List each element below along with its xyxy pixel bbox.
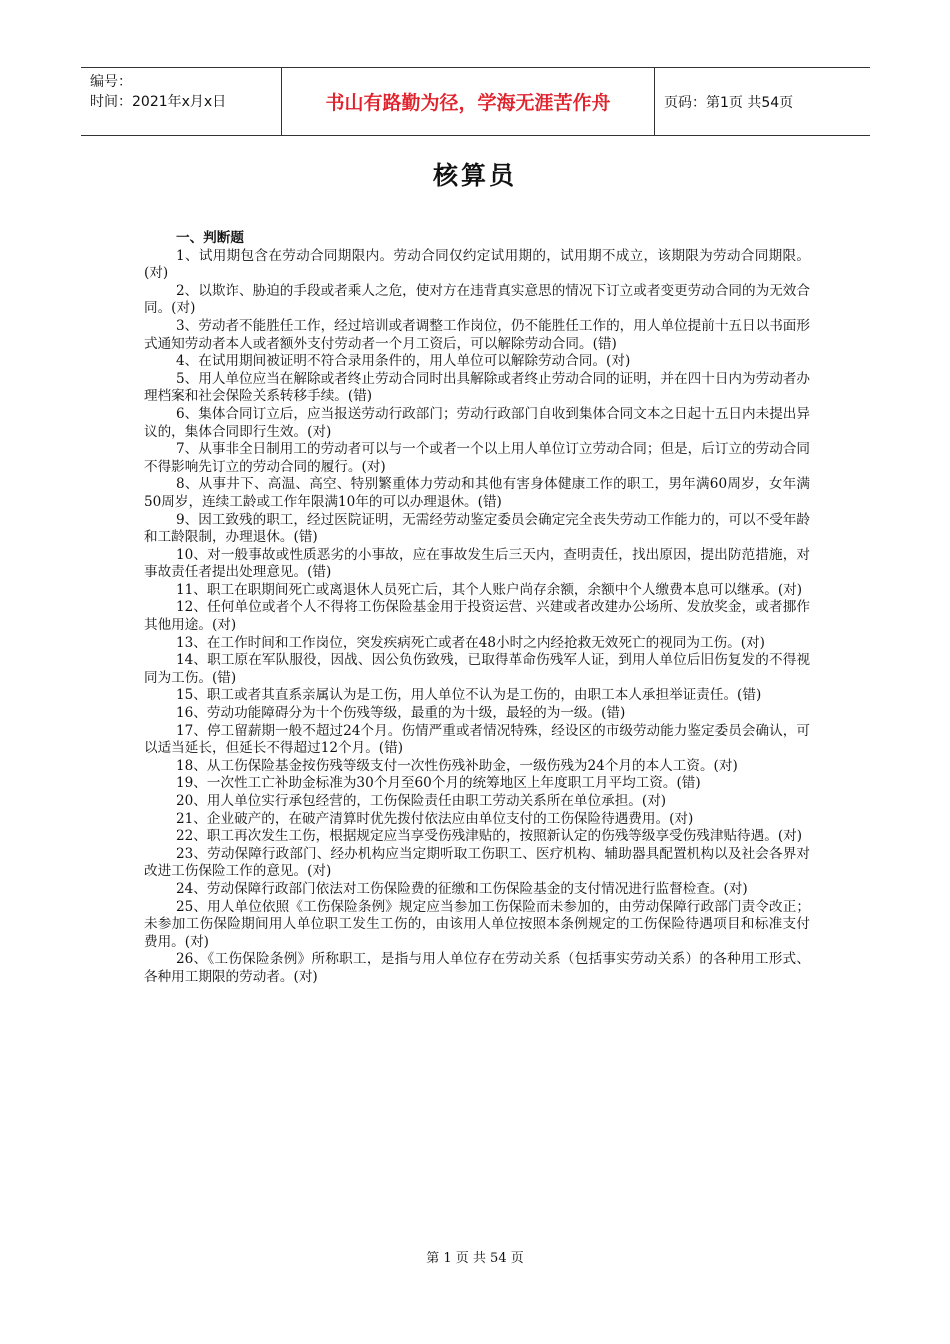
- question-item: 5、用人单位应当在解除或者终止劳动合同时出具解除或者终止劳动合同的证明，并在四十日内为劳动者办理档案和社会保险关系转移手续。(错): [144, 370, 810, 405]
- question-item: 25、用人单位依照《工伤保险条例》规定应当参加工伤保险而未参加的，由劳动保障行政部门责令改正；未参加工伤保险期间用人单位职工发生工伤的，由该用人单位按照本条例规定的工伤保险待遇项目和标准支付费用。(对): [144, 898, 810, 950]
- question-item: 3、劳动者不能胜任工作，经过培训或者调整工作岗位，仍不能胜任工作的，用人单位提前十五日以书面形式通知劳动者本人或者额外支付劳动者一个月工资后，可以解除劳动合同。(错): [144, 317, 810, 352]
- question-item: 2、以欺诈、胁迫的手段或者乘人之危，使对方在违背真实意思的情况下订立或者变更劳动合同的为无效合同。(对): [144, 282, 810, 317]
- question-item: 17、停工留薪期一般不超过24个月。伤情严重或者情况特殊，经设区的市级劳动能力鉴定委员会确认，可以适当延长，但延长不得超过12个月。(错): [144, 722, 810, 757]
- question-item: 16、劳动功能障碍分为十个伤残等级，最重的为十级，最轻的为一级。(错): [176, 705, 626, 722]
- question-item: 10、对一般事故或性质恶劣的小事故，应在事故发生后三天内，查明责任，找出原因，提出防范措施，对事故责任者提出处理意见。(错): [144, 546, 810, 581]
- question-item: 12、任何单位或者个人不得将工伤保险基金用于投资运营、兴建或者改建办公场所、发放奖金，或者挪作其他用途。(对): [144, 599, 810, 634]
- document-title: 核算员: [432, 161, 517, 190]
- header-motto: 书山有路勤为径，学海无涯苦作舟: [281, 68, 655, 135]
- question-item: 4、在试用期间被证明不符合录用条件的，用人单位可以解除劳动合同。(对): [176, 353, 631, 370]
- question-item: 9、因工致残的职工，经过医院证明，无需经劳动鉴定委员会确定完全丧失劳动工作能力的，可以不受年龄和工龄限制，办理退休。(错): [144, 511, 810, 546]
- question-item: 19、一次性工亡补助金标准为30个月至60个月的统筹地区上年度职工月平均工资。(错): [176, 775, 701, 792]
- question-item: 18、从工伤保险基金按伤残等级支付一次性伤残补助金，一级伤残为24个月的本人工资。(对): [176, 757, 738, 774]
- header-page-info: 页码：第1页 共54页: [664, 94, 794, 111]
- page-header: [81, 67, 870, 136]
- header-meta: [81, 68, 281, 135]
- question-item: 7、从事非全日制用工的劳动者可以与一个或者一个以上用人单位订立劳动合同；但是，后订立的劳动合同不得影响先订立的劳动合同的履行。(对): [144, 441, 810, 475]
- question-item: 8、从事井下、高温、高空、特别繁重体力劳动和其他有害身体健康工作的职工，男年满60周岁，女年满50周岁，连续工龄或工作年限满10年的可以办理退休。(错): [144, 476, 810, 510]
- document-number-label: 编号：: [90, 74, 132, 90]
- document-time-label: 时间：2021年x月x日: [90, 94, 227, 110]
- question-item: 13、在工作时间和工作岗位，突发疾病死亡或者在48小时之内经抢救无效死亡的视同为工伤。(对): [176, 634, 765, 651]
- question-list: [144, 248, 810, 987]
- section-heading: 一、判断题: [176, 230, 244, 246]
- question-item: 6、集体合同订立后，应当报送劳动行政部门；劳动行政部门自收到集体合同文本之日起十五日内未提出异议的，集体合同即行生效。(对): [144, 405, 810, 440]
- question-item: 14、职工原在军队服役，因战、因公负伤致残，已取得革命伤残军人证，到用人单位后旧伤复发的不得视同为工伤。(错): [144, 652, 810, 686]
- question-item: 1、试用期包含在劳动合同期限内。劳动合同仅约定试用期的，试用期不成立，该期限为劳动合同期限。(对): [144, 247, 810, 282]
- question-item: 26、《工伤保险条例》所称职工，是指与用人单位存在劳动关系（包括事实劳动关系）的各种用工形式、各种用工期限的劳动者。(对): [144, 951, 810, 985]
- page-footer: 第 1 页 共 54 页: [426, 1251, 524, 1266]
- document-body: [144, 230, 810, 987]
- question-item: 11、职工在职期间死亡或离退休人员死亡后，其个人账户尚存余额，余额中个人缴费本息可以继承。(对): [176, 581, 803, 598]
- question-item: 21、企业破产的，在破产清算时优先拨付依法应由单位支付的工伤保险待遇费用。(对): [176, 810, 694, 827]
- question-item: 22、职工再次发生工伤，根据规定应当享受伤残津贴的，按照新认定的伤残等级享受伤残津贴待遇。(对): [176, 828, 803, 845]
- question-item: 24、劳动保障行政部门依法对工伤保险费的征缴和工伤保险基金的支付情况进行监督检查。(对): [176, 880, 748, 897]
- question-item: 15、职工或者其直系亲属认为是工伤，用人单位不认为是工伤的，由职工本人承担举证责任。(错): [176, 687, 762, 704]
- question-item: 20、用人单位实行承包经营的，工伤保险责任由职工劳动关系所在单位承担。(对): [176, 793, 667, 809]
- question-item: 23、劳动保障行政部门、经办机构应当定期听取工伤职工、医疗机构、辅助器具配置机构以及社会各界对改进工伤保险工作的意见。(对): [144, 845, 810, 880]
